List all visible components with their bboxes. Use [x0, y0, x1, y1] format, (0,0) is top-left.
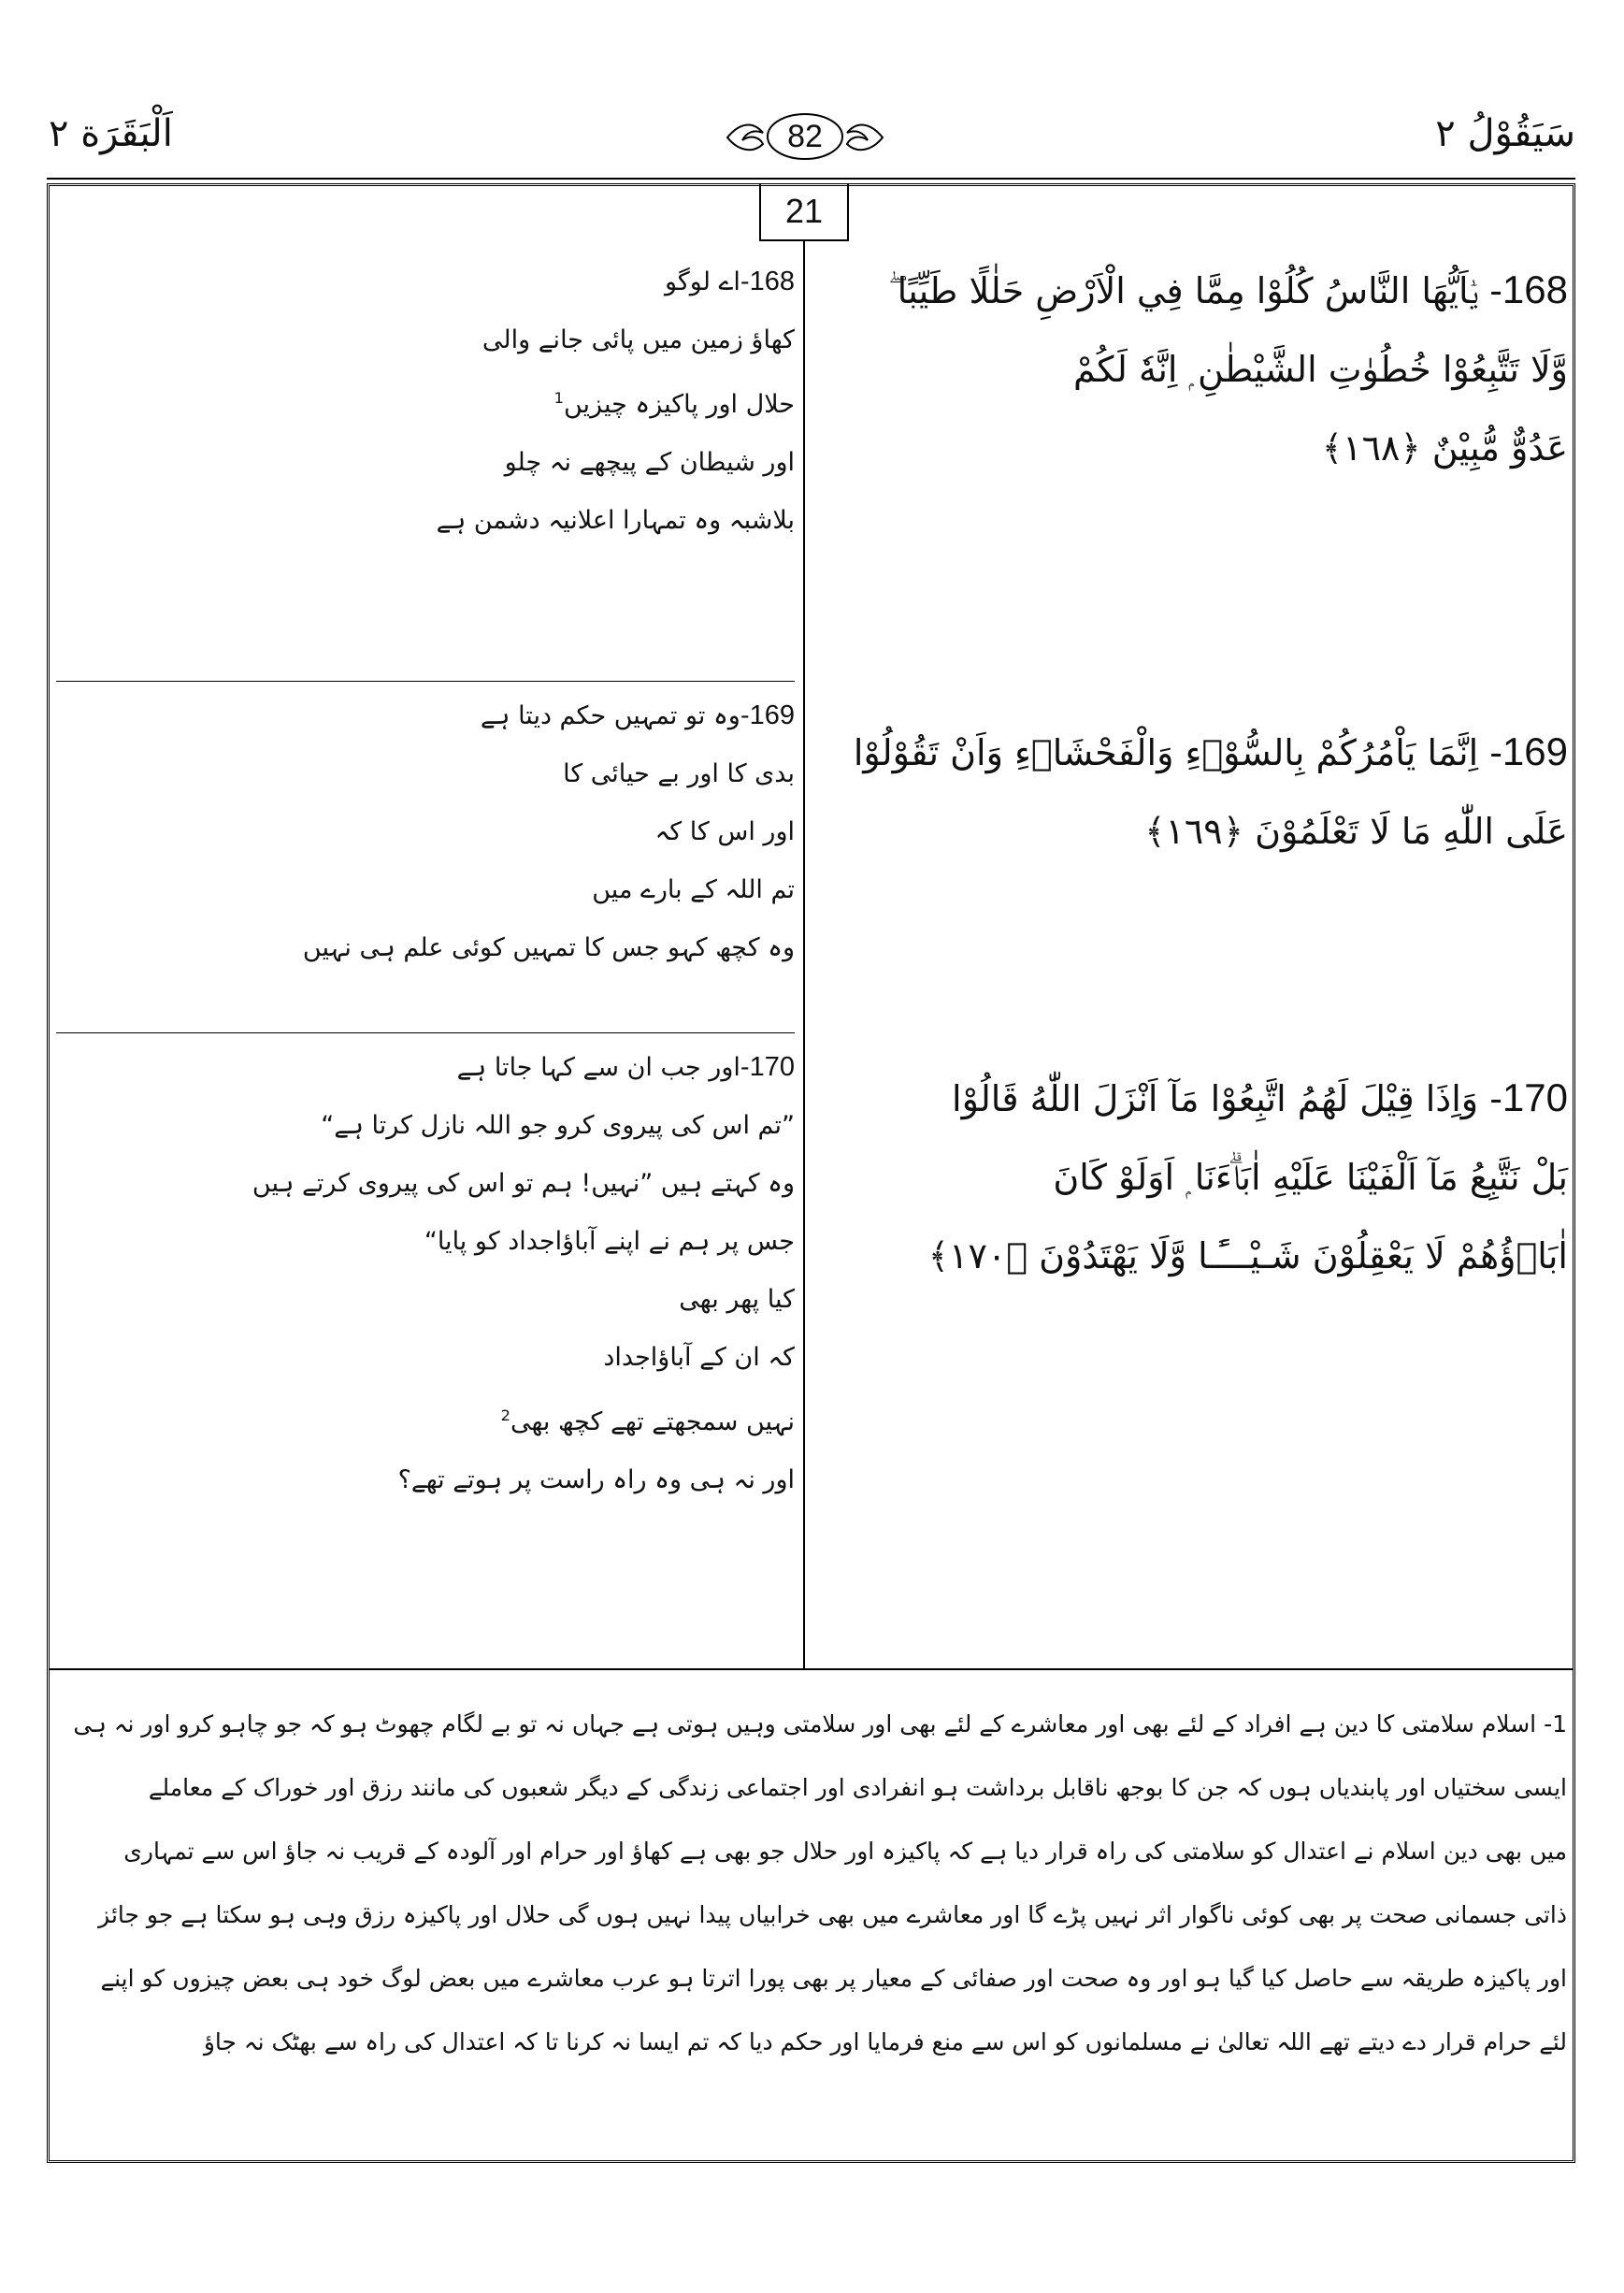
column-divider — [803, 241, 805, 1668]
surah-name-header: اَلْبَقَرَة ٢ — [49, 112, 173, 155]
urdu-line: جس پر ہم نے اپنے آباؤاجداد کو پایا“ — [424, 1227, 795, 1256]
urdu-line: وہ کہتے ہیں ”نہیں! ہم تو اس کی پیروی کرتے ہیں — [252, 1169, 795, 1198]
urdu-line: ”تم اس کی پیروی کرو جو اللہ نازل کرتا ہے“ — [321, 1111, 795, 1140]
verse-separator — [56, 1032, 795, 1033]
verse-separator — [56, 681, 795, 682]
verse-number: 170 — [749, 1052, 795, 1082]
footnote-line: میں بھی دین اسلام نے اعتدال کو سلامتی کی راہ قرار دیا ہے کہ پاکیزہ اور حلال جو بھی ہے کھاؤ اور حرام اور آلودہ کے قریب نہ جاؤ اس سے تمہاری — [123, 1838, 1567, 1865]
urdu-line: کیا پھر بھی — [679, 1285, 795, 1314]
footnote-line: ذاتی جسمانی صحت پر بھی کوئی ناگوار اثر نہیں پڑے گا اور معاشرے میں بھی خرابیاں پیدا نہیں ہوں گی حلال اور پاکیزہ رزق وہی ہو سکتا ہے جو جائز — [98, 1901, 1567, 1928]
page-number: 82 — [787, 119, 823, 154]
urdu-line: اور اس کا کہ — [654, 817, 795, 846]
verse-number: 170 — [1502, 1075, 1568, 1119]
footnote-marker: 2 — [500, 1406, 510, 1424]
urdu-line: اے لوگو — [664, 267, 740, 296]
verse-number: 168 — [749, 267, 795, 296]
arabic-line: وَاِذَا قِيْلَ لَهُمُ اتَّبِعُوْا مَآ اَنْزَلَ اللّٰهُ قَالُوْا — [952, 1078, 1479, 1119]
para-name-header: سَيَقُوْلُ ٢ — [1435, 112, 1575, 155]
arabic-line: بَلْ نَتَّبِعُ مَآ اَلْفَيْنَا عَلَيْهِ اٰبَاۗءَنَا ۭ اَوَلَوْ كَانَ — [1053, 1157, 1568, 1198]
urdu-line: اور شیطان کے پیچھے نہ چلو — [504, 448, 795, 477]
urdu-translation-170: 170-اور جب ان سے کہا جاتا ہے ”تم اس کی پیروی کرو جو اللہ نازل کرتا ہے“ وہ کہتے ہیں ”نہیں! ہم تو اس کی پیروی کرتے ہیں جس پر ہم نے اپنے آباؤاجداد کو پایا“ کیا پھر بھی کہ ان کے آباؤاجداد نہیں سمجھتے تھے کچھ بھی$^2$ اور نہ ہی وہ راہ راست پر ہوتے تھے؟ — [355, 1038, 795, 1509]
urdu-line: حلال اور پاکیزہ چیزیں — [563, 390, 795, 419]
verse-number: 169 — [1502, 729, 1568, 773]
urdu-line: وہ کچھ کہو جس کا تمہیں کوئی علم ہی نہیں — [302, 933, 795, 962]
arabic-line: اٰبَاۗؤُھُمْ لَا يَعْقِلُوْنَ شَـيْـــًٔـا وَّلَا يَهْتَدُوْنَ ﴿١٧٠﴾ — [927, 1235, 1568, 1276]
footnote-number: 1- — [1544, 1710, 1567, 1738]
verse-number: 169 — [749, 700, 795, 730]
urdu-translation-168: 168-اے لوگو کھاؤ زمین میں پائی جانے والی حلال اور پاکیزہ چیزیں$^1$ اور شیطان کے پیچھے نہ چلو بلاشبہ وہ تمہارا اعلانیہ دشمن ہے — [355, 252, 795, 550]
footnote-line: اور پاکیزہ طریقہ سے حاصل کیا گیا ہو اور وہ صحت اور صفائی کے معیار پر بھی پورا اترتا ہو عرب معاشرے میں بعض لوگ خود ہی بعض چیزوں کو اپنے — [100, 1965, 1567, 1992]
arabic-line: وَّلَا تَتَّبِعُوْا خُطُوٰتِ الشَّيْطٰنِ ۭ اِنَّهٗ لَكُمْ — [1073, 349, 1568, 390]
urdu-line: اور نہ ہی وہ راہ راست پر ہوتے تھے؟ — [397, 1465, 795, 1494]
page-number-ornament — [722, 105, 888, 170]
arabic-line: عَدُوٌّ مُّبِيْنٌ ﴿١٦٨﴾ — [1321, 427, 1568, 469]
arabic-line: اِنَّمَا يَاْمُرُكُمْ بِالسُّوْۗءِ وَالْفَحْشَاۗءِ وَاَنْ تَقُوْلُوْا — [853, 732, 1479, 773]
urdu-line: تم اللہ کے بارے میں — [592, 875, 795, 904]
arabic-verse-168: 168- يٰۤاَيُّهَا النَّاسُ كُلُوْا مِمَّا فِي الْاَرْضِ حَلٰلًا طَيِّبًا ۖ وَّلَا تَتَّبِعُوْا خُطُوٰتِ الشَّيْطٰنِ ۭ اِنَّهٗ لَكُمْ عَدُوٌّ مُّبِيْنٌ ﴿١٦٨﴾ — [857, 251, 1568, 487]
ruku-number: 21 — [759, 183, 849, 241]
footnote-marker: 1 — [553, 389, 564, 407]
footnote-line: اسلام سلامتی کا دین ہے افراد کے لئے بھی اور معاشرے کے لئے بھی اور سلامتی وہیں ہوتی ہے جہاں نہ تو بے لگام چھوٹ ہو کہ جو چاہو کرو اور نہ ہی — [73, 1710, 1537, 1738]
arabic-verse-169: 169- اِنَّمَا يَاْمُرُكُمْ بِالسُّوْۗءِ وَالْفَحْشَاۗءِ وَاَنْ تَقُوْلُوْا عَلَى اللّٰهِ مَا لَا تَعْلَمُوْنَ ﴿١٦٩﴾ — [857, 713, 1568, 871]
footnote-block — [60, 1693, 1567, 2074]
footnote-divider — [49, 1668, 1574, 1670]
urdu-line: وہ تو تمہیں حکم دیتا ہے — [480, 701, 740, 730]
top-rule — [47, 178, 1575, 180]
arabic-verse-170: 170- وَاِذَا قِيْلَ لَهُمُ اتَّبِعُوْا مَآ اَنْزَلَ اللّٰهُ قَالُوْا بَلْ نَتَّبِعُ مَآ اَلْفَيْنَا عَلَيْهِ اٰبَاۗءَنَا ۭ اَوَلَوْ كَانَ اٰبَاۗؤُھُمْ لَا يَعْقِلُوْنَ شَـيْـــًٔـا وَّلَا يَهْتَدُوْنَ ﴿١٧٠﴾ — [857, 1059, 1568, 1295]
urdu-line: بدی کا اور بے حیائی کا — [563, 759, 795, 788]
arabic-line: عَلَى اللّٰهِ مَا لَا تَعْلَمُوْنَ ﴿١٦٩﴾ — [1144, 811, 1568, 852]
urdu-translation-169: 169-وہ تو تمہیں حکم دیتا ہے بدی کا اور بے حیائی کا اور اس کا کہ تم اللہ کے بارے میں وہ کچھ کہو جس کا تمہیں کوئی علم ہی نہیں — [355, 686, 795, 977]
urdu-line: کہ ان کے آباؤاجداد — [603, 1343, 795, 1372]
arabic-line: يٰۤاَيُّهَا النَّاسُ كُلُوْا مِمَّا فِي الْاَرْضِ حَلٰلًا طَيِّبًا ۖ — [888, 270, 1479, 311]
urdu-line: نہیں سمجھتے تھے کچھ بھی — [510, 1407, 795, 1436]
urdu-line: کھاؤ زمین میں پائی جانے والی — [481, 325, 795, 354]
verse-number: 168 — [1502, 267, 1568, 311]
urdu-line: بلاشبہ وہ تمہارا اعلانیہ دشمن ہے — [436, 506, 795, 535]
footnote-line: لئے حرام قرار دے دیتے تھے اللہ تعالیٰ نے مسلمانوں کو اس سے منع فرمایا اور حکم دیا کہ تم ایسا نہ کرنا تا کہ اعتدال کی راہ سے بھٹک نہ جاؤ — [203, 2028, 1567, 2055]
urdu-line: اور جب ان سے کہا جاتا ہے — [456, 1053, 740, 1082]
footnote-line: ایسی سختیاں اور پابندیاں ہوں کہ جن کا بوجھ ناقابل برداشت ہو انفرادی اور اجتماعی زندگی کے دیگر شعبوں کی مانند رزق اور خوراک کے معاملے — [148, 1774, 1567, 1801]
